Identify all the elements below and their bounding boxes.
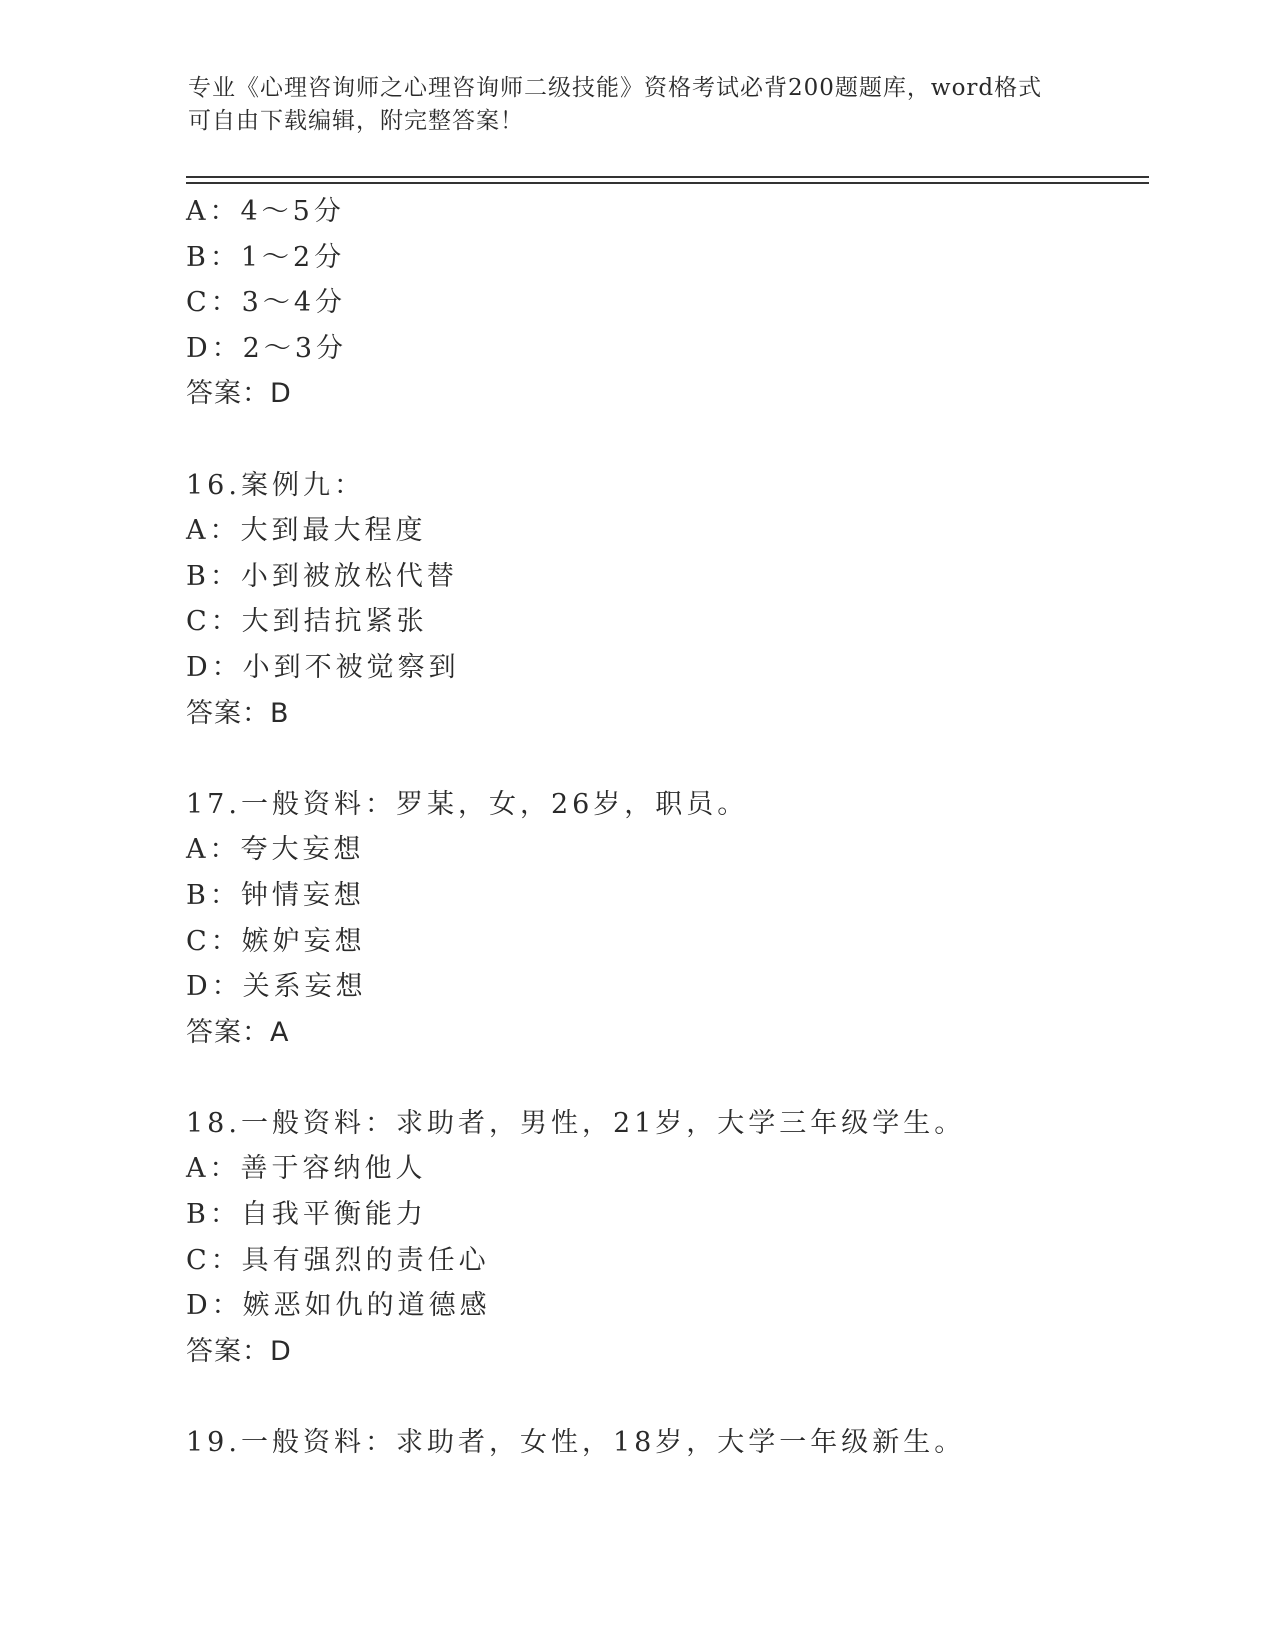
option-d: D：嫉恶如仇的道德感 — [186, 1290, 491, 1322]
option-c: C：3～4分 — [186, 287, 347, 319]
question-list — [186, 189, 1146, 1466]
option-a: A：大到最大程度 — [186, 515, 427, 547]
option-a: A：4～5分 — [186, 196, 345, 227]
option-b: B：1～2分 — [186, 241, 346, 273]
question-stem: 16.案例九： — [186, 469, 365, 501]
question-stem: 17.一般资料：罗某，女，26岁，职员。 — [186, 788, 749, 820]
option-d: D：小到不被觉察到 — [186, 651, 460, 683]
header-line-1: 专业《心理咨询师之心理咨询师二级技能》资格考试必背200题题库，word格式 — [188, 75, 1043, 101]
spacer — [186, 417, 1146, 463]
answer-line: 答案：A — [186, 1016, 290, 1048]
answer-line: 答案：D — [186, 378, 292, 410]
option-b: B：自我平衡能力 — [186, 1199, 427, 1231]
option-b: B：小到被放松代替 — [186, 560, 458, 592]
answer-line: 答案：B — [186, 697, 290, 729]
option-a: A：夸大妄想 — [186, 834, 365, 866]
header-rule-top — [186, 176, 1149, 178]
option-a: A：善于容纳他人 — [186, 1153, 427, 1185]
document-header — [188, 72, 1088, 138]
option-c: C：大到拮抗紧张 — [186, 606, 428, 638]
header-rule-bottom — [186, 182, 1149, 184]
option-c: C：嫉妒妄想 — [186, 925, 366, 957]
option-c: C：具有强烈的责任心 — [186, 1244, 490, 1276]
header-line-2: 可自由下载编辑，附完整答案！ — [188, 108, 524, 134]
spacer — [186, 1374, 1146, 1420]
question-stem: 19.一般资料：求助者，女性，18岁，大学一年级新生。 — [186, 1427, 966, 1459]
spacer — [186, 736, 1146, 782]
answer-line: 答案：D — [186, 1335, 292, 1367]
option-d: D：2～3分 — [186, 332, 348, 364]
option-d: D：关系妄想 — [186, 971, 367, 1003]
question-stem: 18.一般资料：求助者，男性，21岁，大学三年级学生。 — [186, 1107, 966, 1139]
option-b: B：钟情妄想 — [186, 879, 365, 911]
spacer — [186, 1055, 1146, 1101]
